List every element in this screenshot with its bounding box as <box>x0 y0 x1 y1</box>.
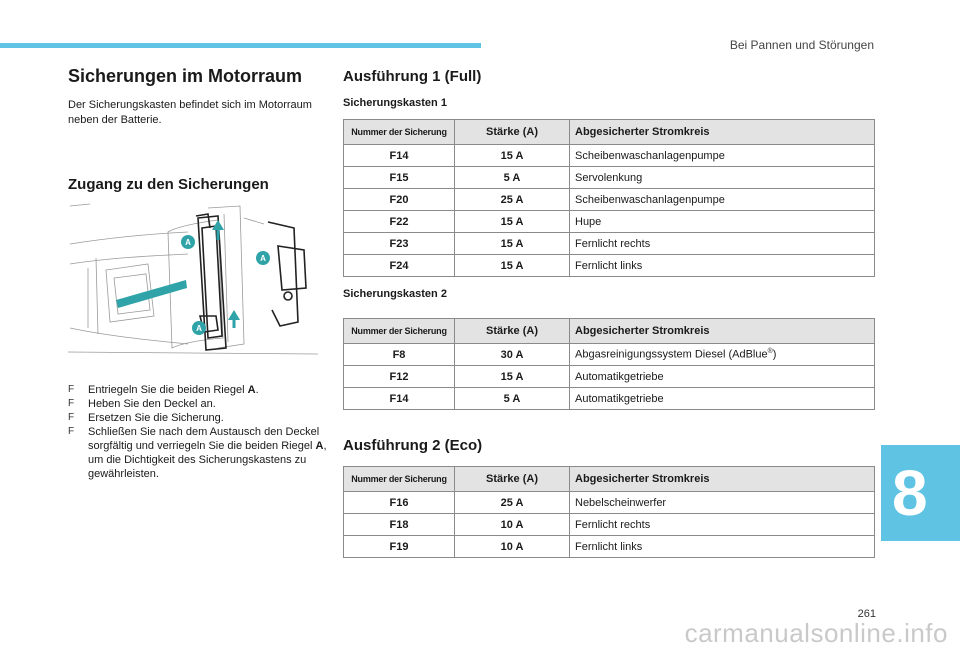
table-row: F20 25 A Scheibenwaschanlagenpumpe <box>344 189 875 211</box>
col-circuit-header: Abgesicherter Stromkreis <box>570 467 875 492</box>
table-header-row <box>344 120 875 145</box>
col-rating-header: Stärke (A) <box>455 120 570 145</box>
section-title: Bei Pannen und Störungen <box>729 38 874 52</box>
col-circuit-header: Abgesicherter Stromkreis <box>570 120 875 145</box>
table-row: F14 15 A Scheibenwaschanlagenpumpe <box>344 145 875 167</box>
col-circuit-header: Abgesicherter Stromkreis <box>570 319 875 344</box>
table-row: F24 15 A Fernlicht links <box>344 255 875 277</box>
bullet-icon: F <box>68 384 75 395</box>
table-row: F8 30 A Abgasreinigungssystem Diesel (AdBlue®) <box>344 344 875 366</box>
header-accent-bar <box>0 43 481 48</box>
list-item: F Ersetzen Sie die Sicherung. <box>68 412 224 424</box>
list-item: F Schließen Sie nach dem Austausch den Deckel sorgfältig und verriegeln Sie die beiden Riegel A, um die Dichtigkeit des Sicherungskastens zu gewährleisten. <box>68 426 327 480</box>
fuse-table-eco <box>343 466 875 558</box>
box2-label: Sicherungskasten 2 <box>343 288 447 300</box>
col-number-header: Nummer der Sicherung <box>344 120 455 145</box>
callout-a-2: A <box>260 254 266 263</box>
table-row: F18 10 A Fernlicht rechts <box>344 514 875 536</box>
col-number-header: Nummer der Sicherung <box>344 319 455 344</box>
registered-mark: ® <box>767 348 773 356</box>
table-row: F15 5 A Servolenkung <box>344 167 875 189</box>
table-row: F14 5 A Automatikgetriebe <box>344 388 875 410</box>
access-heading: Zugang zu den Sicherungen <box>68 176 269 193</box>
fuse-box-illustration <box>68 198 320 360</box>
bullet-icon: F <box>68 398 75 409</box>
list-item: F Entriegeln Sie die beiden Riegel A. <box>68 384 259 396</box>
table-row: F23 15 A Fernlicht rechts <box>344 233 875 255</box>
intro-text: Der Sicherungskasten befindet sich im Motorraum neben der Batterie. <box>68 99 312 126</box>
page-title: Sicherungen im Motorraum <box>68 66 303 86</box>
col-rating-header: Stärke (A) <box>455 319 570 344</box>
watermark: carmanualsonline.info <box>684 618 948 648</box>
table-row: F19 10 A Fernlicht links <box>344 536 875 558</box>
table-row: F16 25 A Nebelscheinwerfer <box>344 492 875 514</box>
callout-a-3: A <box>196 324 202 333</box>
version2-heading: Ausführung 2 (Eco) <box>343 437 483 454</box>
version1-heading: Ausführung 1 (Full) <box>343 68 482 85</box>
bullet-icon: F <box>68 426 75 437</box>
instruction-list <box>68 383 330 481</box>
table-header-row <box>344 467 875 492</box>
table-row: F22 15 A Hupe <box>344 211 875 233</box>
fuse-table-box1 <box>343 119 875 277</box>
col-number-header: Nummer der Sicherung <box>344 467 455 492</box>
page-number: 261 <box>857 608 876 620</box>
box1-label: Sicherungskasten 1 <box>343 97 447 109</box>
table-header-row <box>344 319 875 344</box>
list-item: F Heben Sie den Deckel an. <box>68 398 216 410</box>
chapter-number: 8 <box>892 457 928 529</box>
table-row: F12 15 A Automatikgetriebe <box>344 366 875 388</box>
col-rating-header: Stärke (A) <box>455 467 570 492</box>
fuse-table-box2 <box>343 318 875 410</box>
callout-a-1: A <box>185 238 191 247</box>
bullet-icon: F <box>68 412 75 423</box>
